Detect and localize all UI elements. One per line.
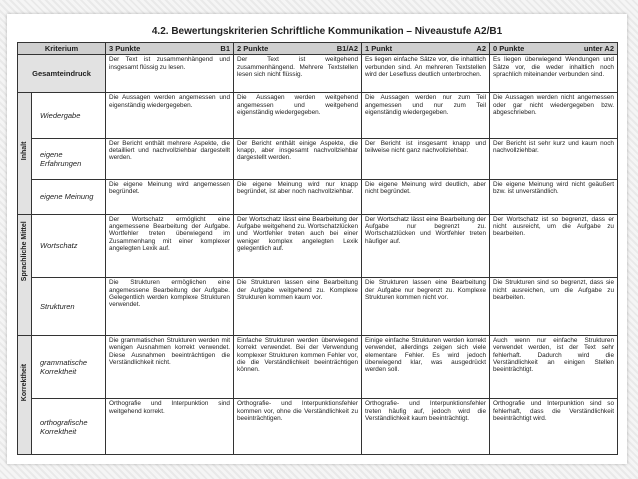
table-cell: Auch wenn nur einfache Strukturen verwendet werden, ist der Text sehr fehlerhaft. Dadurch wird die Verständlichkeit an einigen Stellen beeinträchtigt. — [490, 335, 618, 399]
table-cell: Die Strukturen ermöglichen eine angemessene Bearbeitung der Aufgabe. Gelegentlich werden komplexe Strukturen verwendet. — [106, 278, 234, 336]
table-cell: Orthografie- und Interpunktionsfehler kommen vor, ohne die Verständlichkeit zu beeinträchtigen. — [234, 399, 362, 455]
table-cell: Der Bericht enthält einige Aspekte, die knapp, aber insgesamt nachvollziehbar dargestellt werden. — [234, 138, 362, 179]
table-cell: Die grammatischen Strukturen werden mit wenigen Ausnahmen korrekt verwendet. Diese Ausnahmen beeinträchtigen die Verständlichkeit nicht. — [106, 335, 234, 399]
table-cell: Orthografie- und Interpunktionsfehler treten häufig auf, jedoch wird die Verständlichkeit kaum beeinträchtigt. — [362, 399, 490, 455]
table-cell: Der Bericht enthält mehrere Aspekte, die detailliert und nachvollziehbar dargestellt werden. — [106, 138, 234, 179]
row-wortschatz — [18, 214, 618, 278]
header-col-1 — [362, 43, 490, 55]
assessment-table — [17, 42, 618, 455]
criterion-label: Strukturen — [32, 278, 106, 336]
criterion-label: Gesamteindruck — [18, 55, 106, 93]
table-cell: Die Strukturen lassen eine Bearbeitung der Aufgabe weitgehend zu. Komplexe Strukturen kommen kaum vor. — [234, 278, 362, 336]
header-level: unter A2 — [583, 44, 614, 54]
criterion-label: grammatische Korrektheit — [32, 335, 106, 399]
header-col-0 — [490, 43, 618, 55]
header-level: B1 — [220, 44, 230, 54]
table-cell: Die Aussagen werden weitgehend angemessen und weitgehend eigenständig wiedergegeben. — [234, 93, 362, 138]
criterion-label: Wiedergabe — [32, 93, 106, 138]
table-cell: Der Wortschatz ermöglicht eine angemessene Bearbeitung der Aufgabe. Wortfehler treten überwiegend im Zusammenhang mit einer komplexer angelegten Lexik auf. — [106, 214, 234, 278]
group-text: Korrektheit — [20, 364, 28, 402]
criterion-label: eigene Erfahrungen — [32, 138, 106, 179]
table-cell: Die eigene Meinung wird angemessen begründet. — [106, 179, 234, 214]
row-meinung — [18, 179, 618, 214]
table-cell: Der Text ist weitgehend zusammenhängend. Mehrere Textstellen lesen sich nicht flüssig. — [234, 55, 362, 93]
group-text: Sprachliche Mittel — [20, 221, 28, 282]
group-text: Inhalt — [20, 141, 28, 160]
header-points: 1 Punkt — [365, 44, 393, 54]
table-cell: Der Bericht ist insgesamt knapp und teilweise nicht ganz nachvollziehbar. — [362, 138, 490, 179]
table-cell: Es liegen überwiegend Wendungen und Sätze vor, die weder inhaltlich noch sprachlich miteinander verbunden sind. — [490, 55, 618, 93]
row-erfahrungen — [18, 138, 618, 179]
criterion-label: orthografische Korrektheit — [32, 399, 106, 455]
group-label-korrektheit — [18, 335, 32, 454]
header-level: A2 — [476, 44, 486, 54]
document-title: 4.2. Bewertungskriterien Schriftliche Kommunikation – Niveaustufe A2/B1 — [151, 26, 503, 37]
header-row — [18, 43, 618, 55]
table-cell: Die Aussagen werden nicht angemessen oder gar nicht wiedergegeben bzw. abgeschrieben. — [490, 93, 618, 138]
table-cell: Der Text ist zusammenhängend und insgesamt flüssig zu lesen. — [106, 55, 234, 93]
row-grammatisch — [18, 335, 618, 399]
header-level: B1/A2 — [336, 44, 358, 54]
table-cell: Die Strukturen lassen eine Bearbeitung der Aufgabe nur begrenzt zu. Komplexe Strukturen kommen nicht vor. — [362, 278, 490, 336]
row-gesamteindruck — [18, 55, 618, 93]
group-label-inhalt — [18, 93, 32, 214]
row-strukturen — [18, 278, 618, 336]
header-col-2 — [234, 43, 362, 55]
table-cell: Die eigene Meinung wird deutlich, aber nicht begründet. — [362, 179, 490, 214]
header-col-3 — [106, 43, 234, 55]
table-cell: Der Wortschatz lässt eine Bearbeitung der Aufgabe nur begrenzt zu. Wortschatzlücken und Wortfehler treten häufiger auf. — [362, 214, 490, 278]
criterion-label: Wortschatz — [32, 214, 106, 278]
table-cell: Es liegen einfache Sätze vor, die inhaltlich verbunden sind. An mehreren Textstellen wird der Lesefluss deutlich unterbrochen. — [362, 55, 490, 93]
table-cell: Die eigene Meinung wird nicht geäußert bzw. ist unverständlich. — [490, 179, 618, 214]
row-wiedergabe — [18, 93, 618, 138]
table-cell: Der Wortschatz lässt eine Bearbeitung der Aufgabe weitgehend zu. Wortschatzlücken und Wortfehler treten auch bei einer weniger komplex angelegten Lexik gelegentlich auf. — [234, 214, 362, 278]
criterion-label: eigene Meinung — [32, 179, 106, 214]
table-cell: Einfache Strukturen werden überwiegend korrekt verwendet. Bei der Verwendung komplexer Strukturen kommen Fehler vor, die die Verständlichkeit beeinträchtigen können. — [234, 335, 362, 399]
row-orthografisch — [18, 399, 618, 455]
header-points: 0 Punkte — [493, 44, 525, 54]
table-cell: Der Wortschatz ist so begrenzt, dass er nicht ausreicht, um die Aufgabe zu bearbeiten. — [490, 214, 618, 278]
table-cell: Die Aussagen werden nur zum Teil angemessen und nur zum Teil eigenständig wiedergegeben. — [362, 93, 490, 138]
header-kriterium: Kriterium — [18, 43, 106, 55]
header-points: 2 Punkte — [237, 44, 269, 54]
table-cell: Orthografie und Interpunktion sind weitgehend korrekt. — [106, 399, 234, 455]
table-cell: Einige einfache Strukturen werden korrekt verwendet, allerdings zeigen sich viele elementare Fehler. Es wird jedoch überwiegend klar, was ausgedrückt werden soll. — [362, 335, 490, 399]
document-page — [7, 14, 627, 464]
table-cell: Die Aussagen werden angemessen und eigenständig wiedergegeben. — [106, 93, 234, 138]
group-label-sprachliche-mittel — [18, 214, 32, 335]
table-cell: Die Strukturen sind so begrenzt, dass sie nicht ausreichen, um die Aufgabe zu bearbeiten. — [490, 278, 618, 336]
table-cell: Die eigene Meinung wird nur knapp begründet, ist aber noch nachvollziehbar. — [234, 179, 362, 214]
table-cell: Orthografie und Interpunktion sind so fehlerhaft, dass die Verständlichkeit beeinträchtigt wird. — [490, 399, 618, 455]
table-cell: Der Bericht ist sehr kurz und kaum noch nachvollziehbar. — [490, 138, 618, 179]
header-points: 3 Punkte — [109, 44, 141, 54]
